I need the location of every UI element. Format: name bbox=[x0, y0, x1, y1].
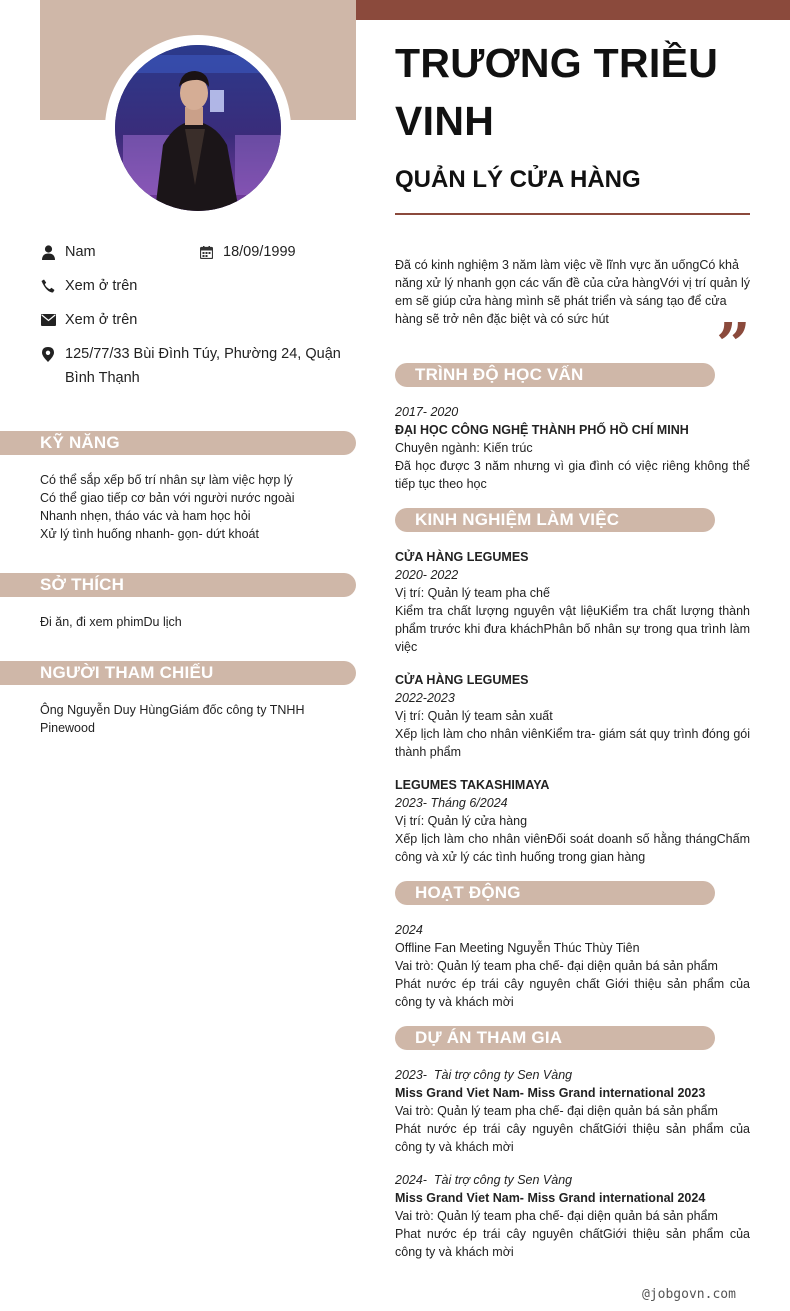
person-icon bbox=[40, 240, 56, 264]
top-accent-bar bbox=[356, 0, 790, 20]
experience-position: Vị trí: Quản lý team pha chế bbox=[395, 586, 550, 600]
experience-period: 2022-2023 bbox=[395, 691, 455, 705]
candidate-name: TRƯƠNG TRIỀU VINH bbox=[395, 40, 719, 144]
avatar bbox=[115, 45, 281, 211]
experience-entry bbox=[395, 671, 750, 761]
hobbies-text: Đi ăn, đi xem phimDu lịch bbox=[40, 615, 182, 629]
projects-header bbox=[395, 1026, 715, 1050]
list-item: Xử lý tình huống nhanh- gọn- dứt khoát bbox=[40, 527, 259, 541]
summary-text: Đã có kinh nghiệm 3 năm làm việc về lĩnh vực ăn uốngCó khả năng xử lý nhanh gọn các vấn đề của cửa hàngVới vị trí quản lý em sẽ giúp cửa hàng mình sẽ phát triển và sáng tạo để cửa hàng sẽ trở nên đặc biệt và có sức hút bbox=[395, 258, 751, 326]
experience-company: CỬA HÀNG LEGUMES bbox=[395, 550, 529, 564]
skills-list bbox=[40, 471, 340, 543]
footer-watermark: @jobgovn.com bbox=[642, 1287, 736, 1302]
project-entry bbox=[395, 1171, 750, 1261]
experience-entry bbox=[395, 548, 750, 656]
activity-role: Vai trò: Quản lý team pha chế- đại diện quản bá sản phẩm bbox=[395, 959, 718, 973]
references-text: Ông Nguyễn Duy HùngGiám đốc công ty TNHH Pinewood bbox=[40, 703, 305, 735]
gender-text: Nam bbox=[65, 244, 96, 260]
education-school: ĐẠI HỌC CÔNG NGHỆ THÀNH PHỐ HỒ CHÍ MINH bbox=[395, 423, 689, 437]
project-period: 2023- Tài trợ công ty Sen Vàng bbox=[395, 1068, 573, 1082]
activity-event: Offline Fan Meeting Nguyễn Thúc Thùy Tiên bbox=[395, 941, 640, 955]
education-period: 2017- 2020 bbox=[395, 405, 459, 419]
experience-company: CỬA HÀNG LEGUMES bbox=[395, 673, 529, 687]
project-role: Vai trò: Quản lý team pha chế- đại diện quản bá sản phẩm bbox=[395, 1104, 718, 1118]
education-note: Đã học được 3 năm nhưng vì gia đình có việc riêng không thể tiếp tục theo học bbox=[395, 459, 750, 491]
title-divider bbox=[395, 213, 750, 215]
experience-description: Xếp lịch làm cho nhân viênĐối soát doanh số hằng thángChấm công và xử lý các tình huống trong gian hàng bbox=[395, 832, 750, 864]
experience-description: Kiểm tra chất lượng nguyên vật liệuKiểm tra chất lượng thành phẩm trước khi đưa kháchPhân bố nhân sự trong qua trình làm việc bbox=[395, 604, 750, 654]
phone-text: Xem ở trên bbox=[65, 278, 138, 294]
map-pin-icon bbox=[40, 342, 56, 366]
experience-position: Vị trí: Quản lý cửa hàng bbox=[395, 814, 528, 828]
job-title: QUẢN LÝ CỬA HÀNG bbox=[395, 166, 641, 193]
email-text: Xem ở trên bbox=[65, 312, 138, 328]
address-row bbox=[40, 342, 356, 392]
experience-period: 2020- 2022 bbox=[395, 568, 459, 582]
hobbies-title: SỞ THÍCH bbox=[40, 575, 125, 594]
education-title: TRÌNH ĐỘ HỌC VẤN bbox=[415, 365, 584, 384]
birthday-text: 18/09/1999 bbox=[223, 244, 296, 260]
references-title: NGƯỜI THAM CHIẾU bbox=[40, 663, 214, 682]
project-period: 2024- Tài trợ công ty Sen Vàng bbox=[395, 1173, 573, 1187]
activities-header bbox=[395, 881, 715, 905]
experience-period: 2023- Tháng 6/2024 bbox=[395, 796, 508, 810]
address-text: 125/77/33 Bùi Đình Túy, Phường 24, Quận Bình Thạnh bbox=[65, 346, 341, 386]
experience-position: Vị trí: Quản lý team sản xuất bbox=[395, 709, 553, 723]
activity-entry bbox=[395, 921, 750, 1011]
experience-company: LEGUMES TAKASHIMAYA bbox=[395, 778, 550, 792]
project-description: Phát nước ép trái cây nguyên chấtGiới thiệu sản phẩm của công ty và khách mời bbox=[395, 1122, 750, 1154]
experience-description: Xếp lịch làm cho nhân viênKiểm tra- giám sát quy trình đóng gói thành phẩm bbox=[395, 727, 750, 759]
activity-year: 2024 bbox=[395, 923, 423, 937]
education-major: Chuyên ngành: Kiến trúc bbox=[395, 441, 533, 455]
experience-title: KINH NGHIỆM LÀM VIỆC bbox=[415, 510, 620, 529]
activities-title: HOẠT ĐỘNG bbox=[415, 883, 521, 902]
envelope-icon bbox=[40, 308, 56, 332]
project-name: Miss Grand Viet Nam- Miss Grand international 2024 bbox=[395, 1191, 706, 1205]
project-role: Vai trò: Quản lý team pha chế- đại diện quản bá sản phẩm bbox=[395, 1209, 718, 1223]
education-header bbox=[395, 363, 715, 387]
projects-title: DỰ ÁN THAM GIA bbox=[415, 1028, 563, 1047]
project-description: Phat nước ép trái cây nguyên chấtGiới thiệu sản phẩm của công ty và khách mời bbox=[395, 1227, 750, 1259]
activity-description: Phát nước ép trái cây nguyên chất Giới thiệu sản phẩm của công ty và khách mời bbox=[395, 977, 750, 1009]
list-item: Có thể sắp xếp bố trí nhân sự làm việc hợp lý bbox=[40, 473, 293, 487]
project-name: Miss Grand Viet Nam- Miss Grand international 2023 bbox=[395, 1086, 706, 1100]
experience-header bbox=[395, 508, 715, 532]
calendar-icon bbox=[198, 240, 214, 264]
skills-title: KỸ NĂNG bbox=[40, 433, 120, 452]
education-entry bbox=[395, 403, 750, 493]
experience-entry bbox=[395, 776, 750, 866]
phone-icon bbox=[40, 274, 56, 298]
list-item: Có thể giao tiếp cơ bản với người nước ngoài bbox=[40, 491, 295, 505]
list-item: Nhanh nhẹn, tháo vác và ham học hỏi bbox=[40, 509, 251, 523]
quote-icon: ” bbox=[716, 311, 751, 381]
project-entry bbox=[395, 1066, 750, 1156]
